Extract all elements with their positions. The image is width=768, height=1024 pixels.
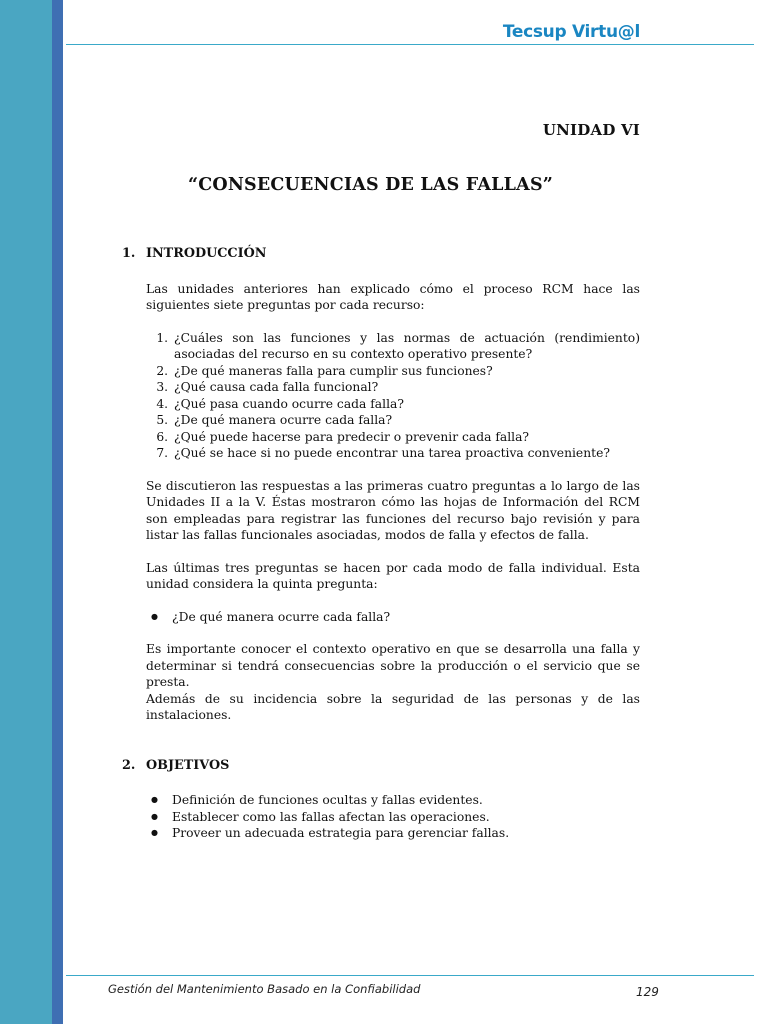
section-title: OBJETIVOS [146,757,230,773]
header-rule [66,44,754,45]
section-heading-intro [122,246,640,263]
paragraph: Las unidades anteriores han explicado cómo el proceso RCM hace las siguientes siete preguntas por cada recurso: [146,281,640,312]
main-content [122,246,640,842]
list-item: ● Proveer un adecuada estrategia para gerenciar fallas. [172,825,640,842]
list-item: 3. ¿Qué causa cada falla funcional? [172,379,640,396]
unit-label: UNIDAD VI [542,121,640,139]
paragraph: Además de su incidencia sobre la seguridad de las personas y de las instalaciones. [146,691,640,722]
list-item: 4. ¿Qué pasa cuando ocurre cada falla? [172,396,640,413]
paragraph: Es importante conocer el contexto operativo en que se desarrolla una falla y determinar si tendrá consecuencias sobre la producción o el servicio que se presta. [146,642,640,689]
list-item: 7. ¿Qué se hace si no puede encontrar una tarea proactiva conveniente? [172,445,640,462]
list-item: 6. ¿Qué puede hacerse para predecir o prevenir cada falla? [172,429,640,446]
list-item: ● ¿De qué manera ocurre cada falla? [172,609,640,626]
list-item: 2. ¿De qué maneras falla para cumplir sus funciones? [172,363,640,380]
side-band-blue [52,0,63,1024]
paragraph: Las últimas tres preguntas se hacen por cada modo de falla individual. Esta unidad considera la quinta pregunta: [146,560,640,591]
bullet-list [146,609,640,626]
section-number: 1. [122,246,136,261]
page-number: 129 [636,985,659,999]
footer-rule [66,975,754,976]
side-band-teal [0,0,52,1024]
section-heading-objectives [122,758,640,775]
list-item: 1. ¿Cuáles son las funciones y las normas de actuación (rendimiento) asociadas del recurso en su contexto operativo presente? [172,330,640,363]
footer-course-title: Gestión del Mantenimiento Basado en la Confiabilidad [108,982,421,996]
section-title: INTRODUCCIÓN [146,246,267,261]
section-number: 2. [122,757,136,773]
questions-list [146,330,640,462]
intro-body [146,281,640,724]
brand-logo: Tecsup Virtu@l [502,22,640,42]
list-item: 5. ¿De qué manera ocurre cada falla? [172,412,640,429]
paragraph: Se discutieron las respuestas a las primeras cuatro preguntas a lo largo de las Unidades II a la V. Éstas mostraron cómo las hojas de Información del RCM son empleadas para registrar las funciones del recurso bajo revisión y para listar las fallas funcionales asociadas, modos de falla y efectos de falla. [146,478,640,542]
list-item: ● Establecer como las fallas afectan las operaciones. [172,809,640,826]
list-item: ● Definición de funciones ocultas y fallas evidentes. [172,792,640,809]
page-title: “CONSECUENCIAS DE LAS FALLAS” [188,175,554,195]
objectives-list [146,792,640,842]
objectives-body [146,792,640,842]
